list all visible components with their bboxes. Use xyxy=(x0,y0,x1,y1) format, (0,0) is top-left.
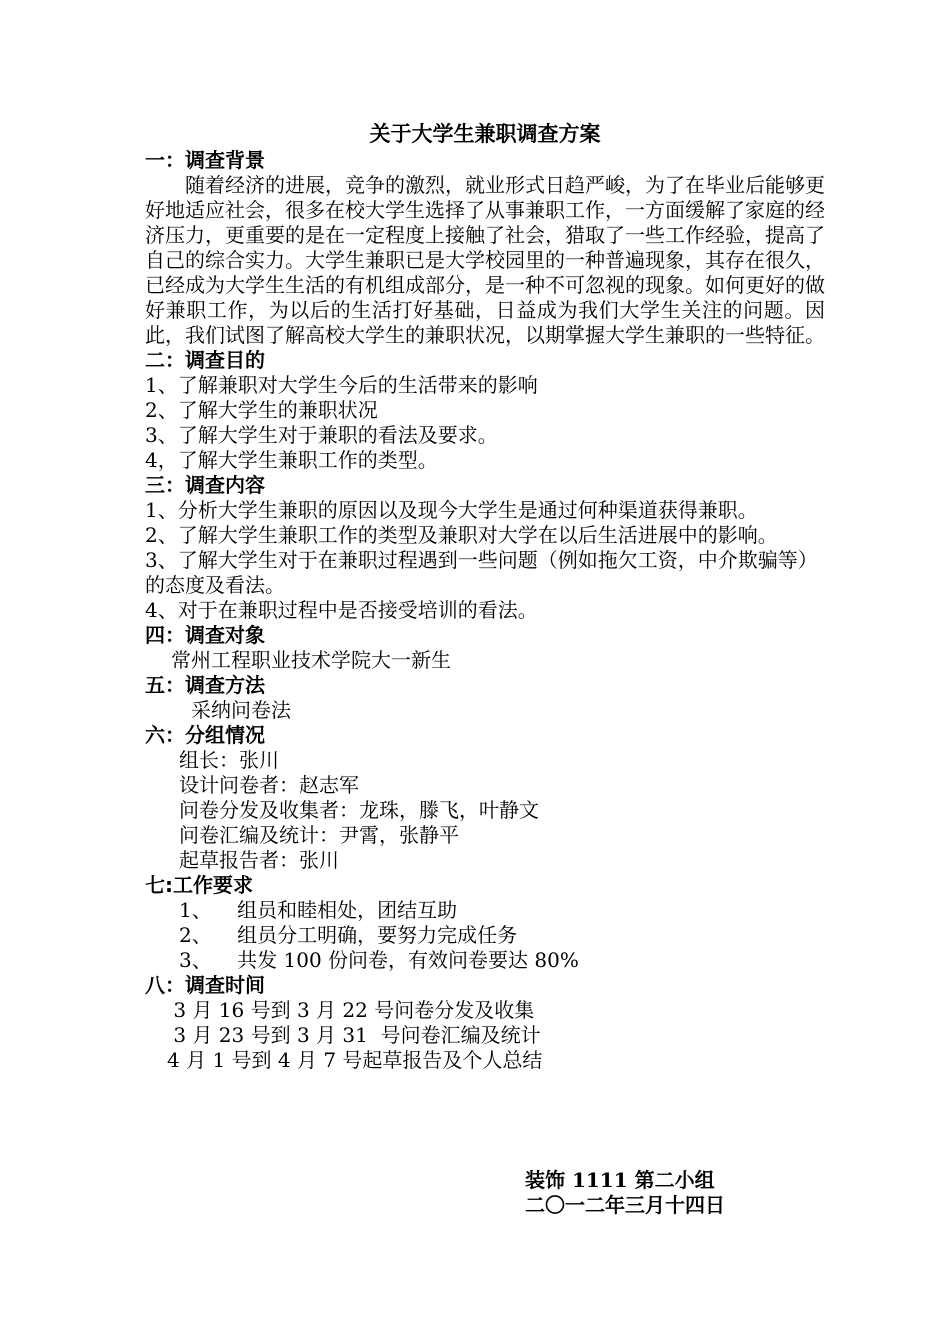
schedule-item: 3 月 23 号到 3 月 31 号问卷汇编及统计 xyxy=(167,1023,541,1047)
group-member: 起草报告者：张川 xyxy=(179,848,339,872)
section-heading-requirements: 七:工作要求 xyxy=(145,873,253,897)
purpose-item: 1、了解兼职对大学生今后的生活带来的影响 xyxy=(145,373,538,397)
purpose-item: 2、了解大学生的兼职状况 xyxy=(145,398,378,422)
purpose-item: 3、了解大学生对于兼职的看法及要求。 xyxy=(145,423,498,447)
section-heading-groups: 六：分组情况 xyxy=(145,723,265,747)
signature-date: 二〇一二年三月十四日 xyxy=(525,1193,725,1217)
group-member: 问卷分发及收集者：龙珠，滕飞，叶静文 xyxy=(179,798,539,822)
purpose-item: 4，了解大学生兼职工作的类型。 xyxy=(145,448,438,472)
section-heading-purpose: 二：调查目的 xyxy=(145,348,265,372)
section-heading-background: 一：调查背景 xyxy=(145,148,265,172)
section-heading-schedule: 八：调查时间 xyxy=(145,973,265,997)
document-body xyxy=(145,120,825,1073)
requirement-item: 3、 共发 100 份问卷，有效问卷要达 80% xyxy=(179,948,579,972)
group-member: 组长：张川 xyxy=(179,748,279,772)
content-item: 4、对于在兼职过程中是否接受培训的看法。 xyxy=(145,598,538,622)
signature-organization: 装饰 1111 第二小组 xyxy=(525,1168,715,1192)
subjects-text: 常州工程职业技术学院大一新生 xyxy=(171,648,451,672)
schedule-item: 3 月 16 号到 3 月 22 号问卷分发及收集 xyxy=(167,998,535,1022)
document-title: 关于大学生兼职调查方案 xyxy=(369,122,601,146)
content-item: 3、了解大学生对于在兼职过程遇到一些问题（例如拖欠工资，中介欺骗等）的态度及看法。 xyxy=(145,548,818,597)
group-member: 设计问卷者：赵志军 xyxy=(179,773,359,797)
section-heading-subjects: 四：调查对象 xyxy=(145,623,265,647)
content-item: 1、分析大学生兼职的原因以及现今大学生是通过何种渠道获得兼职。 xyxy=(145,498,758,522)
requirement-item: 2、 组员分工明确，要努力完成任务 xyxy=(179,923,518,947)
schedule-item: 4 月 1 号到 4 月 7 号起草报告及个人总结 xyxy=(167,1048,543,1072)
content-item: 2、了解大学生兼职工作的类型及兼职对大学在以后生活进展中的影响。 xyxy=(145,523,778,547)
signature-block xyxy=(525,1168,725,1218)
background-paragraph: 随着经济的进展，竞争的激烈，就业形式日趋严峻，为了在毕业后能够更好地适应社会，很多在校大学生选择了从事兼职工作，一方面缓解了家庭的经济压力，更重要的是在一定程度上接触了社会，猎取了一些工作经验，提高了自己的综合实力。大学生兼职已是大学校园里的一种普遍现象，其存在很久，已经成为大学生生活的有机组成部分，是一种不可忽视的现象。如何更好的做好兼职工作，为以后的生活打好基础，日益成为我们大学生关注的问题。因此，我们试图了解高校大学生的兼职状况，以期掌握大学生兼职的一些特征。 xyxy=(145,173,825,347)
requirement-item: 1、 组员和睦相处，团结互助 xyxy=(179,898,458,922)
group-member: 问卷汇编及统计：尹霄，张静平 xyxy=(179,823,459,847)
section-heading-method: 五：调查方法 xyxy=(145,673,265,697)
section-heading-content: 三：调查内容 xyxy=(145,473,265,497)
method-text: 采纳问卷法 xyxy=(191,698,291,722)
